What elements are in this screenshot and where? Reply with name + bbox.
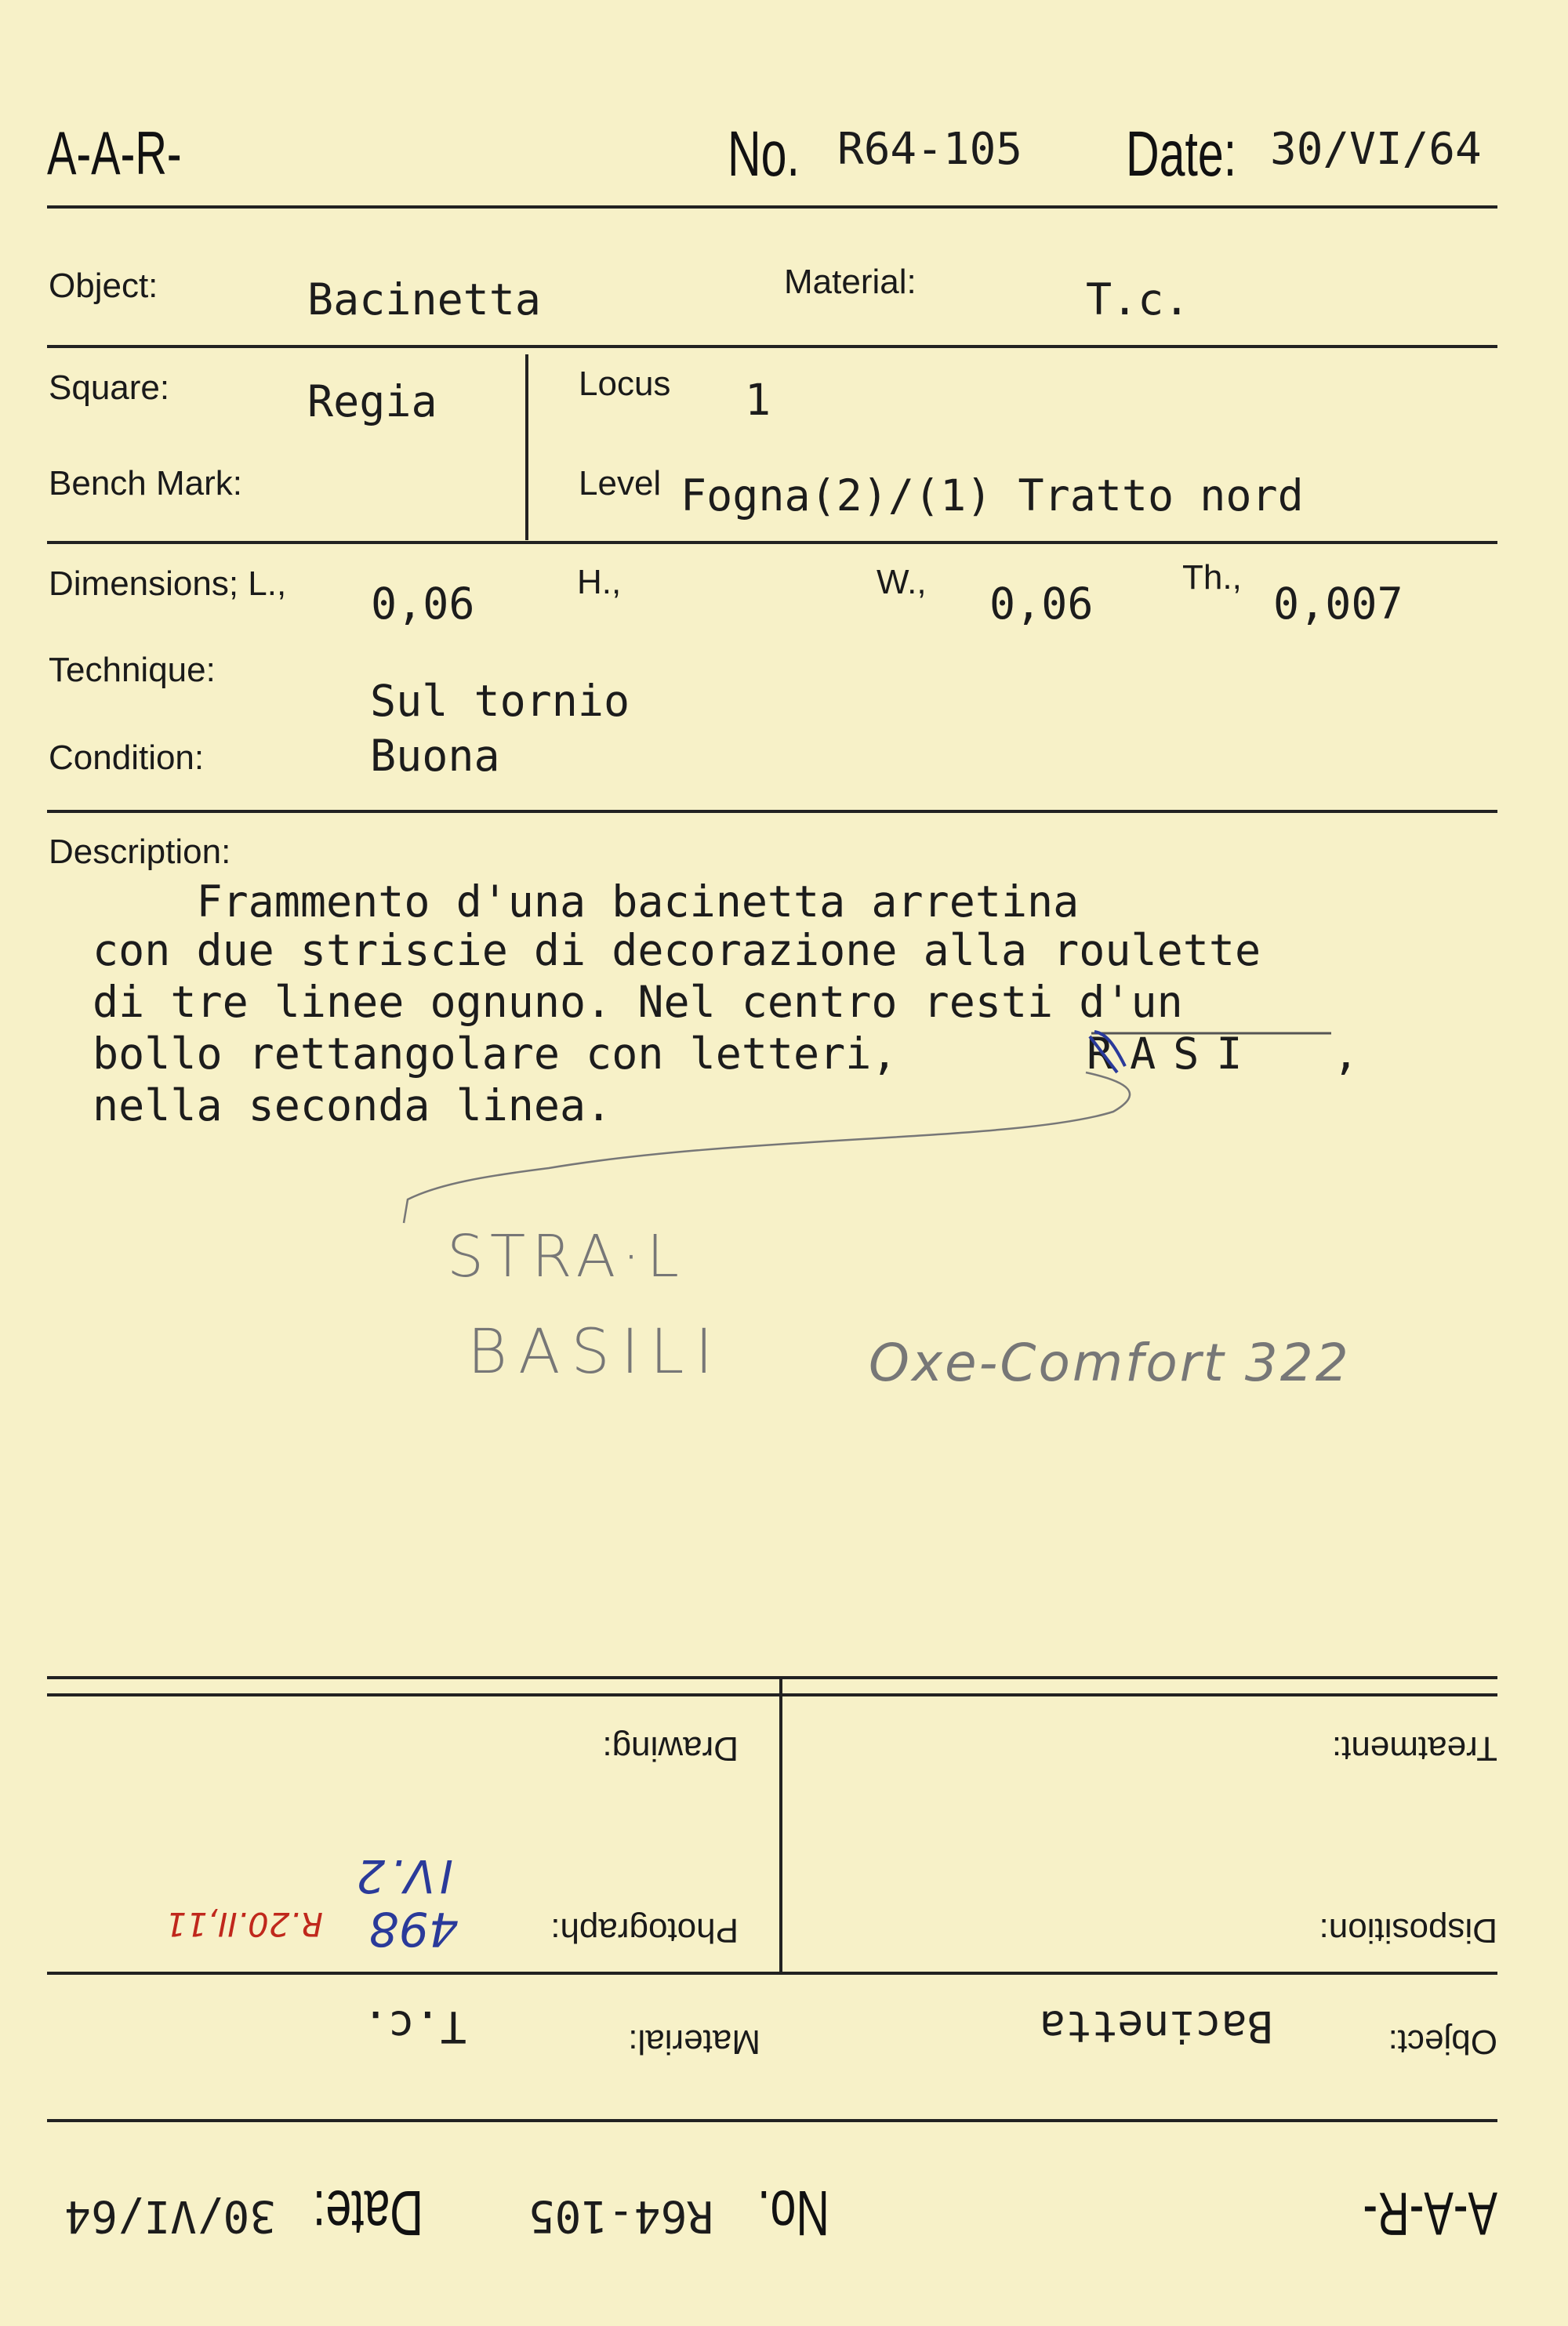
thickness-label: Th., <box>1182 558 1242 597</box>
pencil-annotation: Oxe-Comfort 322 <box>869 1333 1351 1393</box>
stamp-comma: , <box>1333 1029 1359 1079</box>
header-date-label: Date: <box>1126 118 1237 190</box>
footer-date-label: Date: <box>312 2177 423 2248</box>
level-label: Level <box>579 464 662 503</box>
divider <box>779 1677 782 1972</box>
technique-value: Sul tornio <box>370 676 630 726</box>
description-line: nella seconda linea. <box>93 1080 612 1130</box>
height-label: H., <box>577 563 622 601</box>
photograph-label: Photograph: <box>550 1911 739 1950</box>
footer-prefix: A-A-R- <box>1363 2179 1497 2248</box>
square-label: Square: <box>49 368 170 407</box>
bench-mark-label: Bench Mark: <box>49 464 242 503</box>
material-value: T.c. <box>1086 274 1190 325</box>
level-value: Fogna(2)/(1) Tratto nord <box>681 470 1304 521</box>
object-value: Bacinetta <box>307 274 542 325</box>
condition-label: Condition: <box>49 738 205 777</box>
treatment-label: Treatment: <box>1331 1729 1497 1768</box>
divider <box>47 1972 1497 1975</box>
technique-label: Technique: <box>49 651 216 689</box>
header-no-label: No. <box>728 118 800 190</box>
footer-object-value: Bacinetta <box>1039 2001 1273 2052</box>
square-value: Regia <box>307 376 437 426</box>
photograph-note-blue-visible: IV.2 <box>351 1849 453 1903</box>
description-label: Description: <box>49 833 231 871</box>
photograph-note-red: R.20.II,11 <box>165 1905 323 1943</box>
divider <box>47 2119 1497 2122</box>
stamp-text: RASI <box>1087 1029 1260 1079</box>
material-label: Material: <box>784 263 916 301</box>
footer-object-label: Object: <box>1388 2023 1497 2061</box>
pencil-annotation: BASILI <box>467 1317 724 1388</box>
dimensions-label: Dimensions; L., <box>49 564 287 603</box>
width-label: W., <box>877 563 927 601</box>
condition-value: Buona <box>370 731 500 781</box>
footer-date-value: 30/VI/64 <box>64 2190 276 2241</box>
object-label: Object: <box>49 267 158 305</box>
footer-material-value: T.c. <box>362 2001 466 2052</box>
header-prefix: A-A-R- <box>47 118 182 187</box>
photograph-value: 498 <box>368 1901 459 1956</box>
description-line: con due striscie di decorazione alla roulette <box>93 925 1261 975</box>
description-line: Frammento d'una bacinetta arretina <box>93 876 1080 927</box>
length-value: 0,06 <box>371 579 475 629</box>
divider <box>47 1676 1497 1679</box>
thickness-value: 0,007 <box>1273 579 1403 629</box>
footer-material-label: Material: <box>628 2023 760 2061</box>
footer-no-value: R64-105 <box>528 2190 713 2241</box>
pencil-annotation: STRA·L <box>447 1223 685 1290</box>
header-no-value: R64-105 <box>837 124 1023 175</box>
drawing-label: Drawing: <box>602 1729 739 1768</box>
locus-value: 1 <box>745 375 771 425</box>
locus-label: Locus <box>579 365 671 403</box>
header-date-value: 30/VI/64 <box>1270 124 1482 175</box>
description-line: bollo rettangolare con letteri, <box>93 1029 898 1079</box>
width-value: 0,06 <box>989 579 1094 629</box>
footer-no-label: No. <box>757 2177 829 2248</box>
disposition-label: Disposition: <box>1319 1911 1497 1950</box>
description-line: di tre linee ognuno. Nel centro resti d'un <box>93 977 1183 1027</box>
